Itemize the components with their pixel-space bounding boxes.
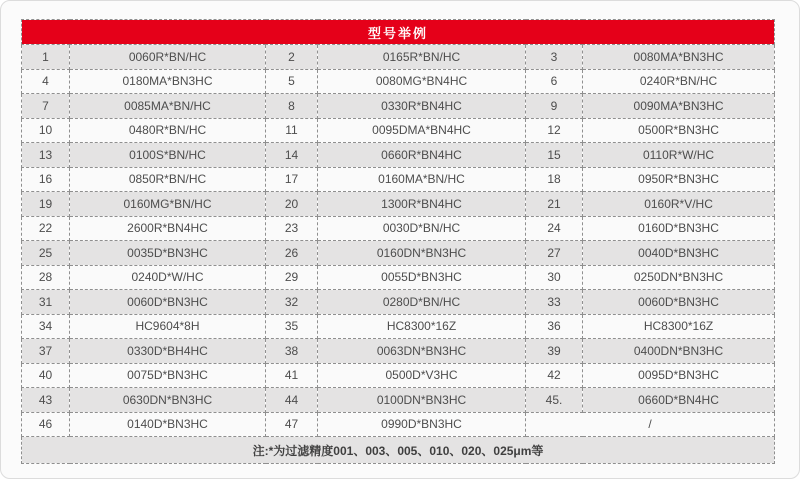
row-number-cell: 46	[22, 412, 70, 437]
model-cell: 0250DN*BN3HC	[583, 265, 775, 290]
row-number-cell: 21	[526, 192, 583, 217]
table-row	[22, 314, 775, 339]
filter-precision-note: 注:*为过滤精度001、003、005、010、020、025μm等	[22, 437, 775, 464]
row-number-cell: 30	[526, 265, 583, 290]
model-cell: 0160DN*BN3HC	[318, 241, 526, 266]
row-number-cell: 28	[22, 265, 70, 290]
model-cell: 0990D*BN3HC	[318, 412, 526, 437]
row-number-cell: 24	[526, 216, 583, 241]
model-cell: 0035D*BN3HC	[70, 241, 266, 266]
model-cell: 0240D*W/HC	[70, 265, 266, 290]
row-number-cell: 32	[266, 290, 318, 315]
model-cell: 0500D*V3HC	[318, 363, 526, 388]
model-cell: 0055D*BN3HC	[318, 265, 526, 290]
model-cell: 0160R*V/HC	[583, 192, 775, 217]
table-body	[22, 45, 775, 437]
row-number-cell: 14	[266, 143, 318, 168]
table-row	[22, 290, 775, 315]
table-row	[22, 412, 775, 437]
row-number-cell: 12	[526, 118, 583, 143]
table-row	[22, 339, 775, 364]
row-number-cell: 10	[22, 118, 70, 143]
row-number-cell: 5	[266, 69, 318, 94]
model-cell: 0330D*BH4HC	[70, 339, 266, 364]
row-number-cell: 8	[266, 94, 318, 119]
table-row	[22, 216, 775, 241]
row-number-cell: 38	[266, 339, 318, 364]
model-examples-table	[21, 19, 775, 464]
model-cell: 0240R*BN/HC	[583, 69, 775, 94]
row-number-cell: 9	[526, 94, 583, 119]
model-cell: 0180MA*BN3HC	[70, 69, 266, 94]
table-footer	[22, 437, 775, 464]
row-number-cell: 6	[526, 69, 583, 94]
model-cell: 0660R*BN4HC	[318, 143, 526, 168]
table-row	[22, 118, 775, 143]
row-number-cell: 7	[22, 94, 70, 119]
note-row	[22, 437, 775, 464]
model-cell: 0500R*BN3HC	[583, 118, 775, 143]
row-number-cell: 23	[266, 216, 318, 241]
model-cell: 0280D*BN/HC	[318, 290, 526, 315]
model-cell: 0630DN*BN3HC	[70, 388, 266, 413]
model-cell: 0400DN*BN3HC	[583, 339, 775, 364]
row-number-cell: 41	[266, 363, 318, 388]
row-number-cell: 45.	[526, 388, 583, 413]
row-number-cell: 1	[22, 45, 70, 70]
model-cell: HC8300*16Z	[318, 314, 526, 339]
model-cell: 0090MA*BN3HC	[583, 94, 775, 119]
model-cell: 0100DN*BN3HC	[318, 388, 526, 413]
row-number-cell: 34	[22, 314, 70, 339]
model-cell: 0075D*BN3HC	[70, 363, 266, 388]
table-row	[22, 388, 775, 413]
table-row	[22, 241, 775, 266]
row-number-cell: 2	[266, 45, 318, 70]
model-cell: 0095D*BN3HC	[583, 363, 775, 388]
row-number-cell: 36	[526, 314, 583, 339]
model-cell: 0060R*BN/HC	[70, 45, 266, 70]
row-number-cell: 37	[22, 339, 70, 364]
model-cell: 0110R*W/HC	[583, 143, 775, 168]
model-cell: 0100S*BN/HC	[70, 143, 266, 168]
model-cell: 2600R*BN4HC	[70, 216, 266, 241]
model-cell: 0950R*BN3HC	[583, 167, 775, 192]
model-cell: 0085MA*BN/HC	[70, 94, 266, 119]
model-cell: 0330R*BN4HC	[318, 94, 526, 119]
model-cell: 0060D*BN3HC	[70, 290, 266, 315]
row-number-cell: 33	[526, 290, 583, 315]
model-cell: 0040D*BN3HC	[583, 241, 775, 266]
model-cell: 0030D*BN/HC	[318, 216, 526, 241]
model-cell: 0063DN*BN3HC	[318, 339, 526, 364]
row-number-cell: 44	[266, 388, 318, 413]
table-row	[22, 192, 775, 217]
model-cell: 0660D*BN4HC	[583, 388, 775, 413]
table-row	[22, 265, 775, 290]
model-cell: 0160MA*BN/HC	[318, 167, 526, 192]
model-cell: 0160MG*BN/HC	[70, 192, 266, 217]
row-number-cell: 22	[22, 216, 70, 241]
row-number-cell: 20	[266, 192, 318, 217]
table-row	[22, 167, 775, 192]
title-row	[22, 20, 775, 45]
model-cell: 0850R*BN/HC	[70, 167, 266, 192]
model-cell: 0480R*BN/HC	[70, 118, 266, 143]
row-number-cell: 40	[22, 363, 70, 388]
table-row	[22, 69, 775, 94]
model-cell: 0165R*BN/HC	[318, 45, 526, 70]
model-cell: 1300R*BN4HC	[318, 192, 526, 217]
model-cell: 0060D*BN3HC	[583, 290, 775, 315]
table-row	[22, 94, 775, 119]
model-cell: HC9604*8H	[70, 314, 266, 339]
table-header	[22, 20, 775, 45]
model-cell: 0080MG*BN4HC	[318, 69, 526, 94]
row-number-cell: 43	[22, 388, 70, 413]
row-number-cell: 31	[22, 290, 70, 315]
row-number-cell: 18	[526, 167, 583, 192]
row-number-cell: 35	[266, 314, 318, 339]
row-number-cell: 16	[22, 167, 70, 192]
row-number-cell: 39	[526, 339, 583, 364]
row-number-cell: 29	[266, 265, 318, 290]
row-number-cell: 47	[266, 412, 318, 437]
row-number-cell: 25	[22, 241, 70, 266]
model-cell-merged: /	[526, 412, 775, 437]
row-number-cell: 27	[526, 241, 583, 266]
row-number-cell: 26	[266, 241, 318, 266]
model-cell: 0095DMA*BN4HC	[318, 118, 526, 143]
row-number-cell: 4	[22, 69, 70, 94]
row-number-cell: 13	[22, 143, 70, 168]
model-cell: 0160D*BN3HC	[583, 216, 775, 241]
model-cell: 0140D*BN3HC	[70, 412, 266, 437]
table-row	[22, 143, 775, 168]
row-number-cell: 11	[266, 118, 318, 143]
row-number-cell: 3	[526, 45, 583, 70]
table-title: 型号举例	[22, 20, 775, 45]
model-cell: HC8300*16Z	[583, 314, 775, 339]
row-number-cell: 42	[526, 363, 583, 388]
row-number-cell: 19	[22, 192, 70, 217]
model-cell: 0080MA*BN3HC	[583, 45, 775, 70]
table-row	[22, 45, 775, 70]
row-number-cell: 17	[266, 167, 318, 192]
table-row	[22, 363, 775, 388]
row-number-cell: 15	[526, 143, 583, 168]
